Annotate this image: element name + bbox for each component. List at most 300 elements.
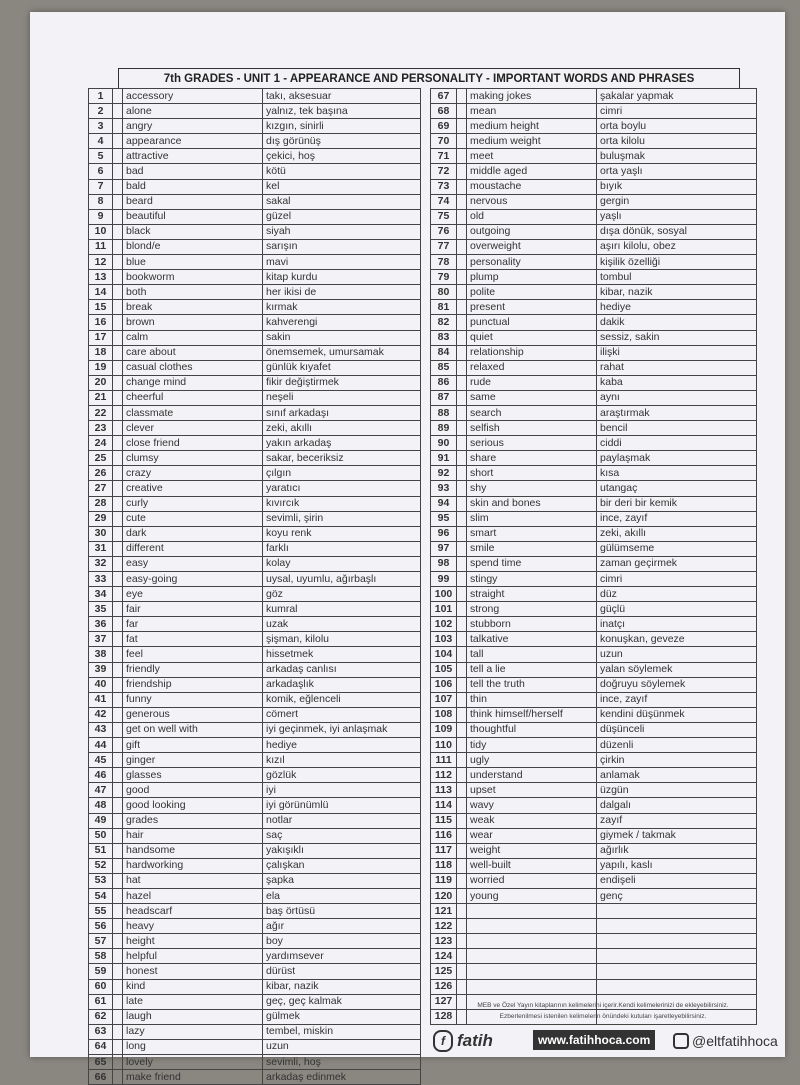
english-word: far: [123, 617, 263, 632]
english-word: smile: [467, 541, 597, 556]
memorize-checkbox[interactable]: [457, 858, 467, 873]
memorize-checkbox[interactable]: [457, 119, 467, 134]
table-row: [89, 753, 421, 768]
turkish-meaning: farklı: [263, 541, 421, 556]
turkish-meaning: neşeli: [263, 390, 421, 405]
memorize-checkbox[interactable]: [457, 104, 467, 119]
memorize-checkbox[interactable]: [113, 164, 123, 179]
memorize-checkbox[interactable]: [457, 919, 467, 934]
memorize-checkbox[interactable]: [113, 239, 123, 254]
memorize-checkbox[interactable]: [113, 556, 123, 571]
memorize-checkbox[interactable]: [113, 707, 123, 722]
table-row: [89, 783, 421, 798]
table-row: [431, 843, 757, 858]
memorize-checkbox[interactable]: [457, 270, 467, 285]
memorize-checkbox[interactable]: [457, 541, 467, 556]
row-number: 69: [431, 119, 457, 134]
english-word: punctual: [467, 315, 597, 330]
memorize-checkbox[interactable]: [113, 451, 123, 466]
row-number: 31: [89, 541, 113, 556]
english-word: angry: [123, 119, 263, 134]
table-row: [431, 934, 757, 949]
memorize-checkbox[interactable]: [457, 239, 467, 254]
turkish-meaning: güzel: [263, 209, 421, 224]
row-number: 94: [431, 496, 457, 511]
turkish-meaning: sessiz, sakin: [597, 330, 757, 345]
turkish-meaning: yakın arkadaş: [263, 436, 421, 451]
memorize-checkbox[interactable]: [113, 873, 123, 888]
memorize-checkbox[interactable]: [457, 405, 467, 420]
row-number: 64: [89, 1039, 113, 1054]
turkish-meaning: kendini düşünmek: [597, 707, 757, 722]
english-word: friendly: [123, 662, 263, 677]
english-word: tell the truth: [467, 677, 597, 692]
turkish-meaning: kitap kurdu: [263, 270, 421, 285]
turkish-meaning: tembel, miskin: [263, 1024, 421, 1039]
memorize-checkbox[interactable]: [113, 738, 123, 753]
english-word: bad: [123, 164, 263, 179]
memorize-checkbox[interactable]: [457, 587, 467, 602]
table-row: [431, 647, 757, 662]
memorize-checkbox[interactable]: [457, 783, 467, 798]
memorize-checkbox[interactable]: [113, 436, 123, 451]
table-row: [431, 511, 757, 526]
memorize-checkbox[interactable]: [113, 1024, 123, 1039]
memorize-checkbox[interactable]: [457, 798, 467, 813]
row-number: 111: [431, 753, 457, 768]
english-word: smart: [467, 526, 597, 541]
row-number: 115: [431, 813, 457, 828]
turkish-meaning: uzak: [263, 617, 421, 632]
turkish-meaning: orta boylu: [597, 119, 757, 134]
memorize-checkbox[interactable]: [113, 949, 123, 964]
english-word: [467, 919, 597, 934]
row-number: 104: [431, 647, 457, 662]
turkish-meaning: yapılı, kaslı: [597, 858, 757, 873]
table-row: [89, 119, 421, 134]
memorize-checkbox[interactable]: [457, 164, 467, 179]
turkish-meaning: uysal, uyumlu, ağırbaşlı: [263, 572, 421, 587]
memorize-checkbox[interactable]: [113, 677, 123, 692]
memorize-checkbox[interactable]: [113, 315, 123, 330]
memorize-checkbox[interactable]: [457, 526, 467, 541]
table-row: [431, 224, 757, 239]
memorize-checkbox[interactable]: [457, 224, 467, 239]
row-number: 80: [431, 285, 457, 300]
table-row: [89, 224, 421, 239]
table-row: [431, 526, 757, 541]
row-number: 103: [431, 632, 457, 647]
memorize-checkbox[interactable]: [457, 556, 467, 571]
memorize-checkbox[interactable]: [457, 617, 467, 632]
table-row: [431, 798, 757, 813]
memorize-checkbox[interactable]: [457, 194, 467, 209]
memorize-checkbox[interactable]: [113, 617, 123, 632]
memorize-checkbox[interactable]: [457, 451, 467, 466]
memorize-checkbox[interactable]: [457, 753, 467, 768]
memorize-checkbox[interactable]: [113, 511, 123, 526]
memorize-checkbox[interactable]: [457, 888, 467, 903]
table-row: [431, 919, 757, 934]
english-word: understand: [467, 768, 597, 783]
memorize-checkbox[interactable]: [113, 919, 123, 934]
english-word: straight: [467, 587, 597, 602]
turkish-meaning: cimri: [597, 572, 757, 587]
turkish-meaning: çılgın: [263, 466, 421, 481]
table-row: [89, 375, 421, 390]
memorize-checkbox[interactable]: [113, 134, 123, 149]
memorize-checkbox[interactable]: [113, 390, 123, 405]
turkish-meaning: çalışkan: [263, 858, 421, 873]
memorize-checkbox[interactable]: [113, 89, 123, 104]
english-word: middle aged: [467, 164, 597, 179]
brand-name: fatih: [457, 1031, 493, 1050]
row-number: 90: [431, 436, 457, 451]
vocab-table-left: [88, 88, 421, 1085]
memorize-checkbox[interactable]: [457, 421, 467, 436]
memorize-checkbox[interactable]: [113, 270, 123, 285]
english-word: same: [467, 390, 597, 405]
memorize-checkbox[interactable]: [457, 300, 467, 315]
english-word: relaxed: [467, 360, 597, 375]
memorize-checkbox[interactable]: [113, 405, 123, 420]
memorize-checkbox[interactable]: [457, 738, 467, 753]
english-word: share: [467, 451, 597, 466]
memorize-checkbox[interactable]: [457, 330, 467, 345]
memorize-checkbox[interactable]: [457, 934, 467, 949]
memorize-checkbox[interactable]: [113, 858, 123, 873]
english-word: bookworm: [123, 270, 263, 285]
row-number: 121: [431, 904, 457, 919]
memorize-checkbox[interactable]: [113, 602, 123, 617]
english-word: old: [467, 209, 597, 224]
row-number: 124: [431, 949, 457, 964]
row-number: 48: [89, 798, 113, 813]
row-number: 11: [89, 239, 113, 254]
row-number: 128: [431, 1009, 457, 1024]
row-number: 45: [89, 753, 113, 768]
english-word: easy: [123, 556, 263, 571]
english-word: [467, 964, 597, 979]
english-word: personality: [467, 255, 597, 270]
turkish-meaning: günlük kıyafet: [263, 360, 421, 375]
memorize-checkbox[interactable]: [457, 873, 467, 888]
memorize-checkbox[interactable]: [113, 722, 123, 737]
turkish-meaning: uzun: [597, 647, 757, 662]
memorize-checkbox[interactable]: [113, 119, 123, 134]
turkish-meaning: kahverengi: [263, 315, 421, 330]
table-row: [431, 662, 757, 677]
memorize-checkbox[interactable]: [113, 255, 123, 270]
english-word: wear: [467, 828, 597, 843]
memorize-checkbox[interactable]: [113, 209, 123, 224]
table-row: [431, 783, 757, 798]
english-word: headscarf: [123, 904, 263, 919]
row-number: 71: [431, 149, 457, 164]
row-number: 27: [89, 481, 113, 496]
english-word: alone: [123, 104, 263, 119]
turkish-meaning: giymek / takmak: [597, 828, 757, 843]
turkish-meaning: geç, geç kalmak: [263, 994, 421, 1009]
turkish-meaning: bıyık: [597, 179, 757, 194]
row-number: 39: [89, 662, 113, 677]
row-number: 118: [431, 858, 457, 873]
memorize-checkbox[interactable]: [457, 375, 467, 390]
row-number: 9: [89, 209, 113, 224]
table-row: [89, 481, 421, 496]
memorize-checkbox[interactable]: [457, 149, 467, 164]
memorize-checkbox[interactable]: [457, 360, 467, 375]
table-row: [89, 979, 421, 994]
english-word: hair: [123, 828, 263, 843]
table-row: [431, 466, 757, 481]
english-word: black: [123, 224, 263, 239]
row-number: 123: [431, 934, 457, 949]
memorize-checkbox[interactable]: [457, 315, 467, 330]
table-row: [431, 119, 757, 134]
table-row: [431, 888, 757, 903]
row-number: 10: [89, 224, 113, 239]
worksheet-paper: [30, 12, 785, 1083]
memorize-checkbox[interactable]: [113, 843, 123, 858]
english-word: attractive: [123, 149, 263, 164]
memorize-checkbox[interactable]: [457, 647, 467, 662]
table-row: [89, 436, 421, 451]
memorize-checkbox[interactable]: [113, 421, 123, 436]
memorize-checkbox[interactable]: [457, 964, 467, 979]
row-number: 73: [431, 179, 457, 194]
memorize-checkbox[interactable]: [457, 345, 467, 360]
memorize-checkbox[interactable]: [113, 934, 123, 949]
memorize-checkbox[interactable]: [113, 330, 123, 345]
english-word: slim: [467, 511, 597, 526]
turkish-meaning: buluşmak: [597, 149, 757, 164]
memorize-checkbox[interactable]: [457, 722, 467, 737]
turkish-meaning: siyah: [263, 224, 421, 239]
memorize-checkbox[interactable]: [113, 572, 123, 587]
memorize-checkbox[interactable]: [113, 964, 123, 979]
row-number: 47: [89, 783, 113, 798]
turkish-meaning: arkadaş edinmek: [263, 1070, 421, 1085]
memorize-checkbox[interactable]: [113, 768, 123, 783]
instagram-icon: [673, 1033, 689, 1049]
memorize-checkbox[interactable]: [113, 783, 123, 798]
memorize-checkbox[interactable]: [457, 511, 467, 526]
row-number: 6: [89, 164, 113, 179]
english-word: helpful: [123, 949, 263, 964]
memorize-checkbox[interactable]: [457, 179, 467, 194]
memorize-checkbox[interactable]: [113, 194, 123, 209]
memorize-checkbox[interactable]: [457, 496, 467, 511]
english-word: honest: [123, 964, 263, 979]
row-number: 58: [89, 949, 113, 964]
english-word: think himself/herself: [467, 707, 597, 722]
memorize-checkbox[interactable]: [113, 662, 123, 677]
english-word: medium height: [467, 119, 597, 134]
turkish-meaning: gülmek: [263, 1009, 421, 1024]
memorize-checkbox[interactable]: [113, 798, 123, 813]
memorize-checkbox[interactable]: [457, 572, 467, 587]
english-word: eye: [123, 587, 263, 602]
turkish-meaning: boy: [263, 934, 421, 949]
memorize-checkbox[interactable]: [113, 224, 123, 239]
english-word: ugly: [467, 753, 597, 768]
row-number: 125: [431, 964, 457, 979]
table-row: [89, 662, 421, 677]
memorize-checkbox[interactable]: [113, 285, 123, 300]
memorize-checkbox[interactable]: [457, 481, 467, 496]
table-row: [89, 647, 421, 662]
memorize-checkbox[interactable]: [113, 692, 123, 707]
english-word: classmate: [123, 405, 263, 420]
english-word: care about: [123, 345, 263, 360]
memorize-checkbox[interactable]: [113, 1055, 123, 1070]
memorize-checkbox[interactable]: [113, 979, 123, 994]
table-row: [89, 677, 421, 692]
memorize-checkbox[interactable]: [457, 209, 467, 224]
row-number: 97: [431, 541, 457, 556]
memorize-checkbox[interactable]: [457, 602, 467, 617]
row-number: 12: [89, 255, 113, 270]
memorize-checkbox[interactable]: [113, 647, 123, 662]
table-row: [431, 602, 757, 617]
memorize-checkbox[interactable]: [457, 949, 467, 964]
row-number: 2: [89, 104, 113, 119]
memorize-checkbox[interactable]: [457, 89, 467, 104]
english-word: beard: [123, 194, 263, 209]
memorize-checkbox[interactable]: [457, 843, 467, 858]
memorize-checkbox[interactable]: [457, 707, 467, 722]
memorize-checkbox[interactable]: [113, 179, 123, 194]
table-row: [431, 677, 757, 692]
memorize-checkbox[interactable]: [113, 587, 123, 602]
memorize-checkbox[interactable]: [113, 496, 123, 511]
memorize-checkbox[interactable]: [113, 149, 123, 164]
memorize-checkbox[interactable]: [457, 285, 467, 300]
table-row: [89, 164, 421, 179]
turkish-meaning: dürüst: [263, 964, 421, 979]
row-number: 83: [431, 330, 457, 345]
turkish-meaning: [597, 964, 757, 979]
memorize-checkbox[interactable]: [457, 390, 467, 405]
memorize-checkbox[interactable]: [457, 662, 467, 677]
memorize-checkbox[interactable]: [457, 768, 467, 783]
memorize-checkbox[interactable]: [113, 526, 123, 541]
row-number: 66: [89, 1070, 113, 1085]
turkish-meaning: rahat: [597, 360, 757, 375]
memorize-checkbox[interactable]: [457, 979, 467, 994]
table-row: [431, 451, 757, 466]
english-word: change mind: [123, 375, 263, 390]
memorize-checkbox[interactable]: [457, 466, 467, 481]
turkish-meaning: kızıl: [263, 753, 421, 768]
turkish-meaning: gergin: [597, 194, 757, 209]
memorize-checkbox[interactable]: [113, 541, 123, 556]
turkish-meaning: sevimli, hoş: [263, 1055, 421, 1070]
table-row: [89, 617, 421, 632]
table-row: [431, 209, 757, 224]
memorize-checkbox[interactable]: [113, 1039, 123, 1054]
brand-logo: [433, 1030, 493, 1052]
memorize-checkbox[interactable]: [457, 692, 467, 707]
row-number: 44: [89, 738, 113, 753]
memorize-checkbox[interactable]: [113, 300, 123, 315]
memorize-checkbox[interactable]: [113, 345, 123, 360]
turkish-meaning: [597, 904, 757, 919]
memorize-checkbox[interactable]: [113, 632, 123, 647]
memorize-checkbox[interactable]: [113, 1009, 123, 1024]
memorize-checkbox[interactable]: [113, 828, 123, 843]
memorize-checkbox[interactable]: [113, 904, 123, 919]
turkish-meaning: zeki, akıllı: [597, 526, 757, 541]
turkish-meaning: kumral: [263, 602, 421, 617]
turkish-meaning: her ikisi de: [263, 285, 421, 300]
table-row: [89, 149, 421, 164]
memorize-checkbox[interactable]: [113, 466, 123, 481]
memorize-checkbox[interactable]: [457, 813, 467, 828]
turkish-meaning: iyi görünümlü: [263, 798, 421, 813]
table-row: [431, 979, 757, 994]
row-number: 57: [89, 934, 113, 949]
row-number: 61: [89, 994, 113, 1009]
table-row: [431, 828, 757, 843]
english-word: get on well with: [123, 722, 263, 737]
worksheet: [88, 68, 778, 1083]
table-row: [89, 994, 421, 1009]
turkish-meaning: ağır: [263, 919, 421, 934]
english-word: easy-going: [123, 572, 263, 587]
turkish-meaning: sınıf arkadaşı: [263, 405, 421, 420]
table-row: [431, 360, 757, 375]
memorize-checkbox[interactable]: [457, 255, 467, 270]
row-number: 65: [89, 1055, 113, 1070]
memorize-checkbox[interactable]: [457, 134, 467, 149]
turkish-meaning: ince, zayıf: [597, 511, 757, 526]
memorize-checkbox[interactable]: [457, 632, 467, 647]
table-row: [89, 511, 421, 526]
turkish-meaning: yardımsever: [263, 949, 421, 964]
memorize-checkbox[interactable]: [113, 994, 123, 1009]
table-row: [431, 556, 757, 571]
memorize-checkbox[interactable]: [113, 104, 123, 119]
turkish-meaning: konuşkan, geveze: [597, 632, 757, 647]
memorize-checkbox[interactable]: [113, 375, 123, 390]
row-number: 102: [431, 617, 457, 632]
english-word: tell a lie: [467, 662, 597, 677]
memorize-checkbox[interactable]: [113, 481, 123, 496]
memorize-checkbox[interactable]: [457, 677, 467, 692]
table-row: [89, 541, 421, 556]
english-word: young: [467, 888, 597, 903]
row-number: 36: [89, 617, 113, 632]
memorize-checkbox[interactable]: [113, 1070, 123, 1085]
turkish-meaning: orta yaşlı: [597, 164, 757, 179]
memorize-checkbox[interactable]: [457, 828, 467, 843]
turkish-meaning: yaratıcı: [263, 481, 421, 496]
row-number: 96: [431, 526, 457, 541]
memorize-checkbox[interactable]: [113, 753, 123, 768]
memorize-checkbox[interactable]: [457, 436, 467, 451]
memorize-checkbox[interactable]: [113, 888, 123, 903]
memorize-checkbox[interactable]: [113, 813, 123, 828]
row-number: 25: [89, 451, 113, 466]
row-number: 75: [431, 209, 457, 224]
memorize-checkbox[interactable]: [113, 360, 123, 375]
english-word: long: [123, 1039, 263, 1054]
turkish-meaning: mavi: [263, 255, 421, 270]
table-row: [89, 934, 421, 949]
memorize-checkbox[interactable]: [457, 904, 467, 919]
